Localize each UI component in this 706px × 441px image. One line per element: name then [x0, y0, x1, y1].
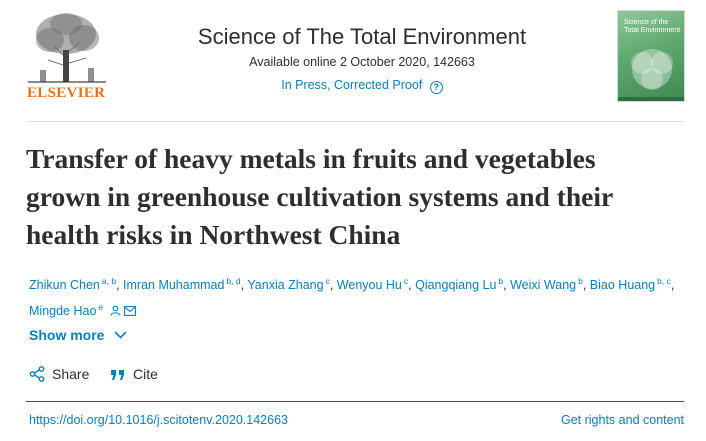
cover-title: Science of the Total Environment: [624, 19, 681, 34]
author-list: Zhikun Chen $^{a, b}$, Imran Muhammad $^{b, d}$, Yanxia Zhang $^c$, Wenyou Hu $^c$, Qiangqiang Lu $^b$, Weixi Wang $^b$, Biao Huang $^{b, c}$, Mingde Hao $^e$: [29, 270, 679, 323]
share-button[interactable]: [29, 366, 89, 382]
journal-cover-image[interactable]: [617, 10, 685, 102]
footer-divider: [26, 401, 684, 402]
cite-button[interactable]: [110, 366, 158, 382]
author-link[interactable]: Zhikun Chen $^{a, b}$: [29, 276, 117, 292]
cite-label: Cite: [133, 366, 158, 382]
chevron-down-icon: [114, 326, 127, 342]
show-more-label: Show more: [29, 327, 105, 343]
journal-title[interactable]: Science of The Total Environment: [197, 24, 527, 49]
article-title: Transfer of heavy metals in fruits and vegetables grown in greenhouse cultivation systems and their health risks in Northwest China: [26, 143, 613, 250]
author-link[interactable]: Wenyou Hu $^c$: [336, 276, 409, 292]
elsevier-logo[interactable]: [26, 10, 108, 102]
share-icon: [29, 366, 45, 382]
article-status[interactable]: [150, 78, 574, 94]
author-link[interactable]: Qiangqiang Lu $^b$: [415, 276, 504, 292]
author-link[interactable]: Imran Muhammad $^{b, d}$: [123, 276, 241, 292]
author-link[interactable]: Yanxia Zhang $^c$: [247, 276, 330, 292]
help-icon[interactable]: ?: [430, 81, 443, 94]
share-label: Share: [52, 366, 90, 382]
author-link[interactable]: Biao Huang $^{b, c}$: [589, 276, 671, 292]
tree-logo-icon: [26, 10, 108, 84]
doi-link[interactable]: https://doi.org/10.1016/j.scitotenv.2020.142663: [29, 413, 288, 427]
quote-icon: [110, 368, 126, 382]
header-divider: [26, 121, 684, 122]
person-icon[interactable]: [110, 301, 121, 323]
available-online-date: Available online 2 October 2020, 142663: [249, 55, 475, 69]
author-link[interactable]: Weixi Wang $^b$: [510, 276, 583, 292]
get-rights-link[interactable]: Get rights and content: [561, 413, 684, 427]
author-link[interactable]: Mingde Hao $^e$: [29, 302, 104, 318]
article-status-label[interactable]: In Press, Corrected Proof: [281, 78, 423, 92]
elsevier-wordmark: ELSEVIER: [27, 85, 106, 101]
show-more-button[interactable]: [29, 326, 127, 343]
mail-icon[interactable]: [124, 301, 136, 323]
